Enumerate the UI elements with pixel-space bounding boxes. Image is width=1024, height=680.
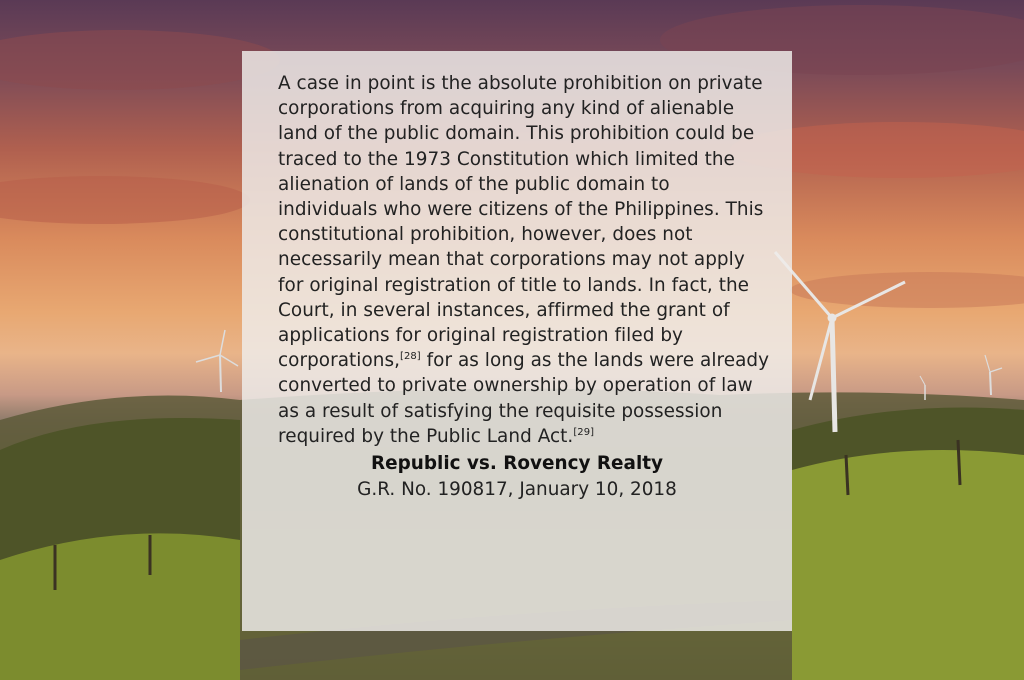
field-right [792, 450, 1024, 680]
citation-reference: G.R. No. 190817, January 10, 2018 [357, 479, 677, 501]
footnote-marker-28: [28] [400, 351, 421, 363]
quote-card [242, 51, 792, 631]
wind-turbine-far-right [920, 355, 1002, 400]
quote-text [278, 71, 770, 449]
wind-turbine-left [196, 330, 238, 392]
quote-text-part2: for as long as the lands were already converted to private ownership by operation of law as a result of satisfying the requisite possession required by the Public Land Act. [278, 350, 770, 447]
quote-text-part1: A case in point is the absolute prohibition on private corporations from acquiring any kind of alienable land of the public domain. This prohibition could be traced to the 1973 Constitution which limited the alienation of lands of the public domain to individuals who were citizens of the Philippines. This constitutional prohibition, however, does not necessarily mean that corporations may not apply for original registration of title to lands. In fact, the Court, in several instances, affirmed the grant of applications for original registration filed by corporations, [278, 73, 764, 372]
citation-case-name: Republic vs. Rovency Realty [370, 453, 664, 475]
footnote-marker-29: [29] [573, 426, 595, 438]
field-left [0, 533, 240, 680]
